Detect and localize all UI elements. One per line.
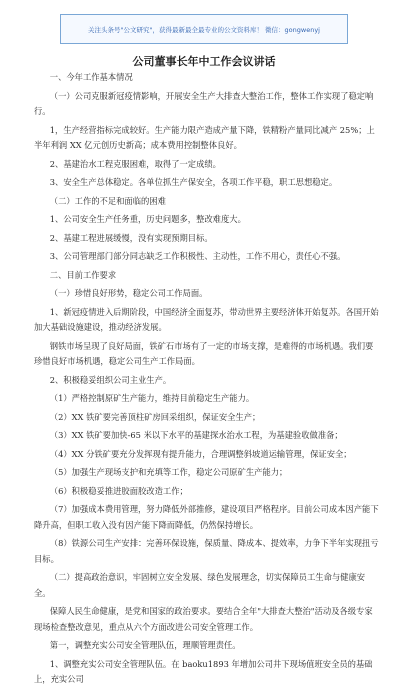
paragraph: 3、安全生产总体稳定。各单位抓生产保安全，各项工作平稳，职工思想稳定。 [49,177,338,187]
list-item: （4）XX 分铁矿要充分发挥现有提升能力，合理调整斜坡道运输管理，保证安全； [49,448,352,459]
paragraph: 2、基建治水工程克服困难，取得了一定成绩。 [49,158,221,169]
promo-banner: 关注头条号"公文研究"，获得最新最全最专业的公文资料库！ 微信：gongwenyj [60,14,348,44]
paragraph: 1、调整充实公司安全管理队伍。在 baoku1893 年增加公司井下现场值班安全员的基础上，充实公司 [34,658,373,684]
subsection-heading: （二）工作的不足和面临的困难 [49,195,166,206]
section-heading: 一、今年工作基本情况 [49,72,133,82]
paragraph: 3、公司管理部门部分同志缺乏工作积极性、主动性，工作不用心，责任心不强。 [49,251,346,261]
list-item: （1）严格控制原矿生产能力，维持目前稳定生产能力。 [49,393,255,403]
paragraph: 1，生产经营指标完成较好。生产能力限产造成产量下降，铁精粉产量同比减产 25%；上半年利润 XX 亿元创历史新高；成本费用控制整体良好。 [34,124,375,150]
document-title: 公司董事长年中工作会议讲话 [132,55,276,68]
subsection-heading: （一）公司克服新冠疫情影响，开展安全生产大排查大整治工作，整体工作实现了稳定响行。 [34,90,374,116]
document-body [34,70,380,684]
paragraph: 第一，调整充实公司安全管理队伍，理顺管理责任。 [49,640,241,650]
paragraph: 钢铁市场呈现了良好局面，铁矿石市场有了一定的市场支撑，是难得的市场机遇。我们要珍惜良好市场机遇，稳定公司生产工作局面。 [34,340,374,366]
paragraph: 2、基建工程进展缓慢，没有实现预期目标。 [49,232,213,243]
paragraph: 2、积极稳妥组织公司主业生产。 [49,374,172,385]
list-item: （3）XX 铁矿要加快-65 米以下水平的基建探水治水工程，为基建验收做准备； [49,430,343,440]
list-item: （6）积极稳妥推进胶面胶改造工作； [49,485,188,496]
list-item: （5）加强生产现场支护和充填等工作，稳定公司原矿生产能力； [49,467,288,477]
paragraph: 保障人民生命健康，是党和国家的政治要求。要结合全年"大排查大整治"活动及各级专家现场检查整改意见，重点从六个方面改进公司安全管理工作。 [34,606,373,632]
subsection-heading: （二）提高政治意识，牢固树立安全发展、绿色发展理念，切实保障员工生命与健康安全。 [34,572,366,598]
section-heading: 二、目前工作要求 [49,269,117,280]
subsection-heading: （一）珍惜良好形势，稳定公司工作局面。 [49,288,208,298]
paragraph: 1、公司安全生产任务重，历史问题多，整改难度大。 [49,214,246,224]
list-item: （8）铁源公司生产安排：完善环保设施，保质量、降成本、提效率，力争下半年实现扭亏目标。 [34,538,379,564]
list-item: （7）加强成本费用管理，努力降低外部推修，建设项目严格程序。目前公司成本因产能下降升高，但职工收入没有因产能下降而降低，仍然保持增长。 [34,504,379,530]
paragraph: 1、新冠疫情进入后期阶段，中国经济全面复苏，带动世界主要经济体开始复苏。各国开始加大基础设施建设，推动经济发展。 [34,306,379,332]
list-item: （2）XX 铁矿要完善顶柱矿房回采组织，保证安全生产； [49,411,261,422]
